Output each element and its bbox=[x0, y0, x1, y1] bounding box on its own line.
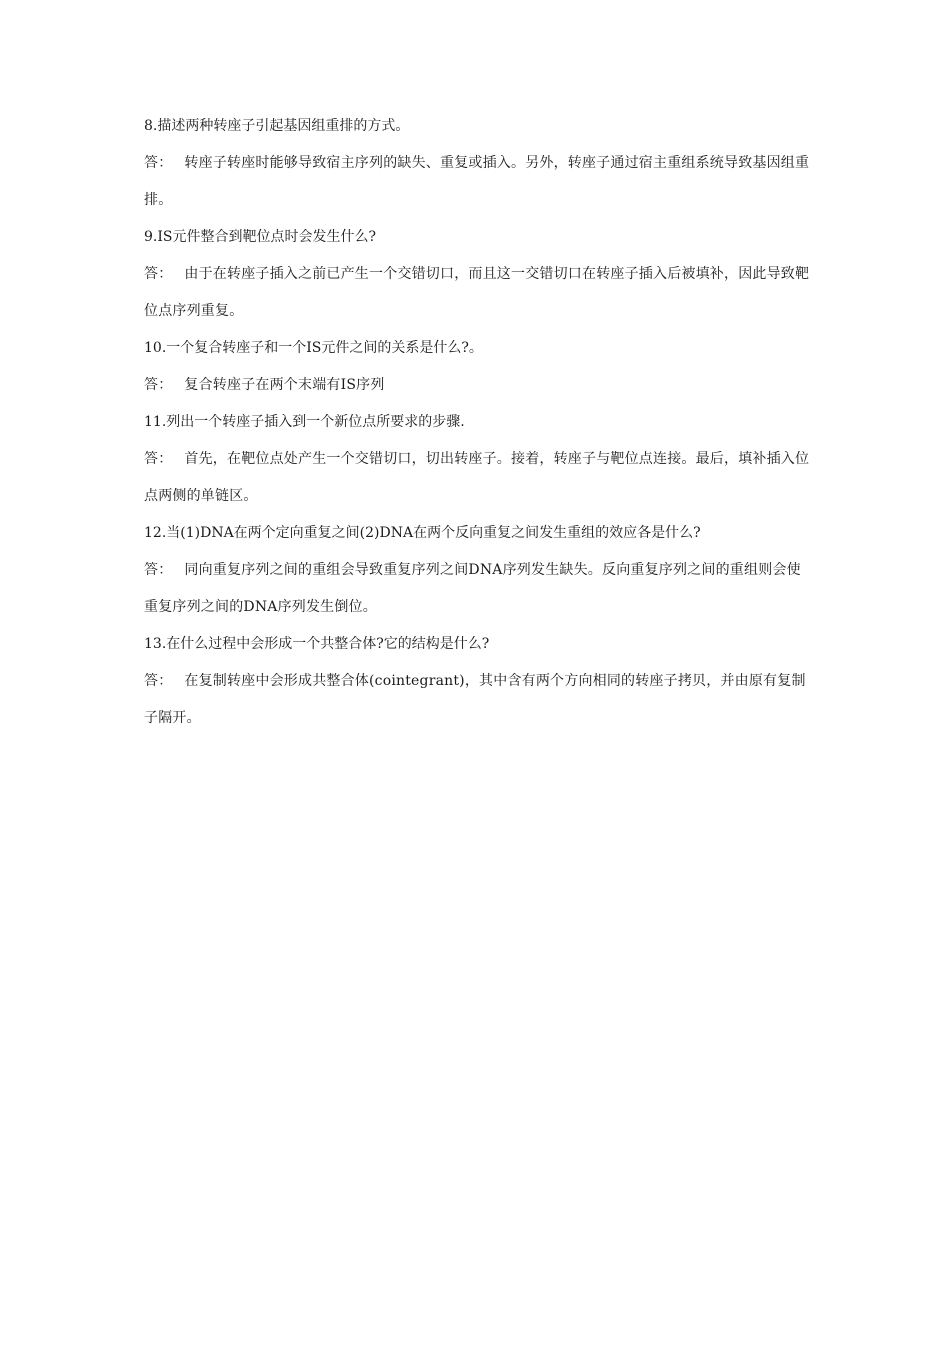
answer-9 bbox=[144, 256, 812, 330]
question-12: 12.当(1)DNA在两个定向重复之间(2)DNA在两个反向重复之间发生重组的效应各是什么? bbox=[144, 525, 701, 541]
answer-label: 答： bbox=[144, 673, 173, 689]
answer-10 bbox=[144, 367, 812, 404]
answer-label: 答： bbox=[144, 562, 173, 578]
answer-text: 在复制转座中会形成共整合体(cointegrant)，其中含有两个方向相同的转座子拷贝，并由原有复制子隔开。 bbox=[144, 673, 806, 726]
answer-text: 复合转座子在两个末端有IS序列 bbox=[184, 377, 385, 393]
answer-13 bbox=[144, 663, 812, 737]
answer-text: 首先，在靶位点处产生一个交错切口，切出转座子。接着，转座子与靶位点连接。最后，填补插入位点两侧的单链区。 bbox=[144, 451, 810, 504]
answer-label: 答： bbox=[144, 451, 173, 467]
answer-label: 答： bbox=[144, 155, 173, 171]
answer-label: 答： bbox=[144, 266, 173, 282]
answer-text: 由于在转座子插入之前已产生一个交错切口，而且这一交错切口在转座子插入后被填补，因此导致靶位点序列重复。 bbox=[144, 266, 810, 319]
answer-12 bbox=[144, 552, 812, 626]
question-10: 10.一个复合转座子和一个IS元件之间的关系是什么?。 bbox=[144, 340, 483, 356]
question-13: 13.在什么过程中会形成一个共整合体?它的结构是什么? bbox=[144, 636, 490, 652]
document-page bbox=[144, 108, 812, 737]
answer-8 bbox=[144, 145, 812, 219]
answer-11 bbox=[144, 441, 812, 515]
answer-label: 答： bbox=[144, 377, 173, 393]
question-9: 9.IS元件整合到靶位点时会发生什么? bbox=[144, 229, 376, 245]
question-11: 11.列出一个转座子插入到一个新位点所要求的步骤. bbox=[144, 414, 465, 430]
answer-text: 转座子转座时能够导致宿主序列的缺失、重复或插入。另外，转座子通过宿主重组系统导致基因组重排。 bbox=[144, 155, 810, 208]
answer-text: 同向重复序列之间的重组会导致重复序列之间DNA序列发生缺失。反向重复序列之间的重组则会使重复序列之间的DNA序列发生倒位。 bbox=[144, 562, 801, 615]
question-8: 8.描述两种转座子引起基因组重排的方式。 bbox=[144, 118, 410, 134]
